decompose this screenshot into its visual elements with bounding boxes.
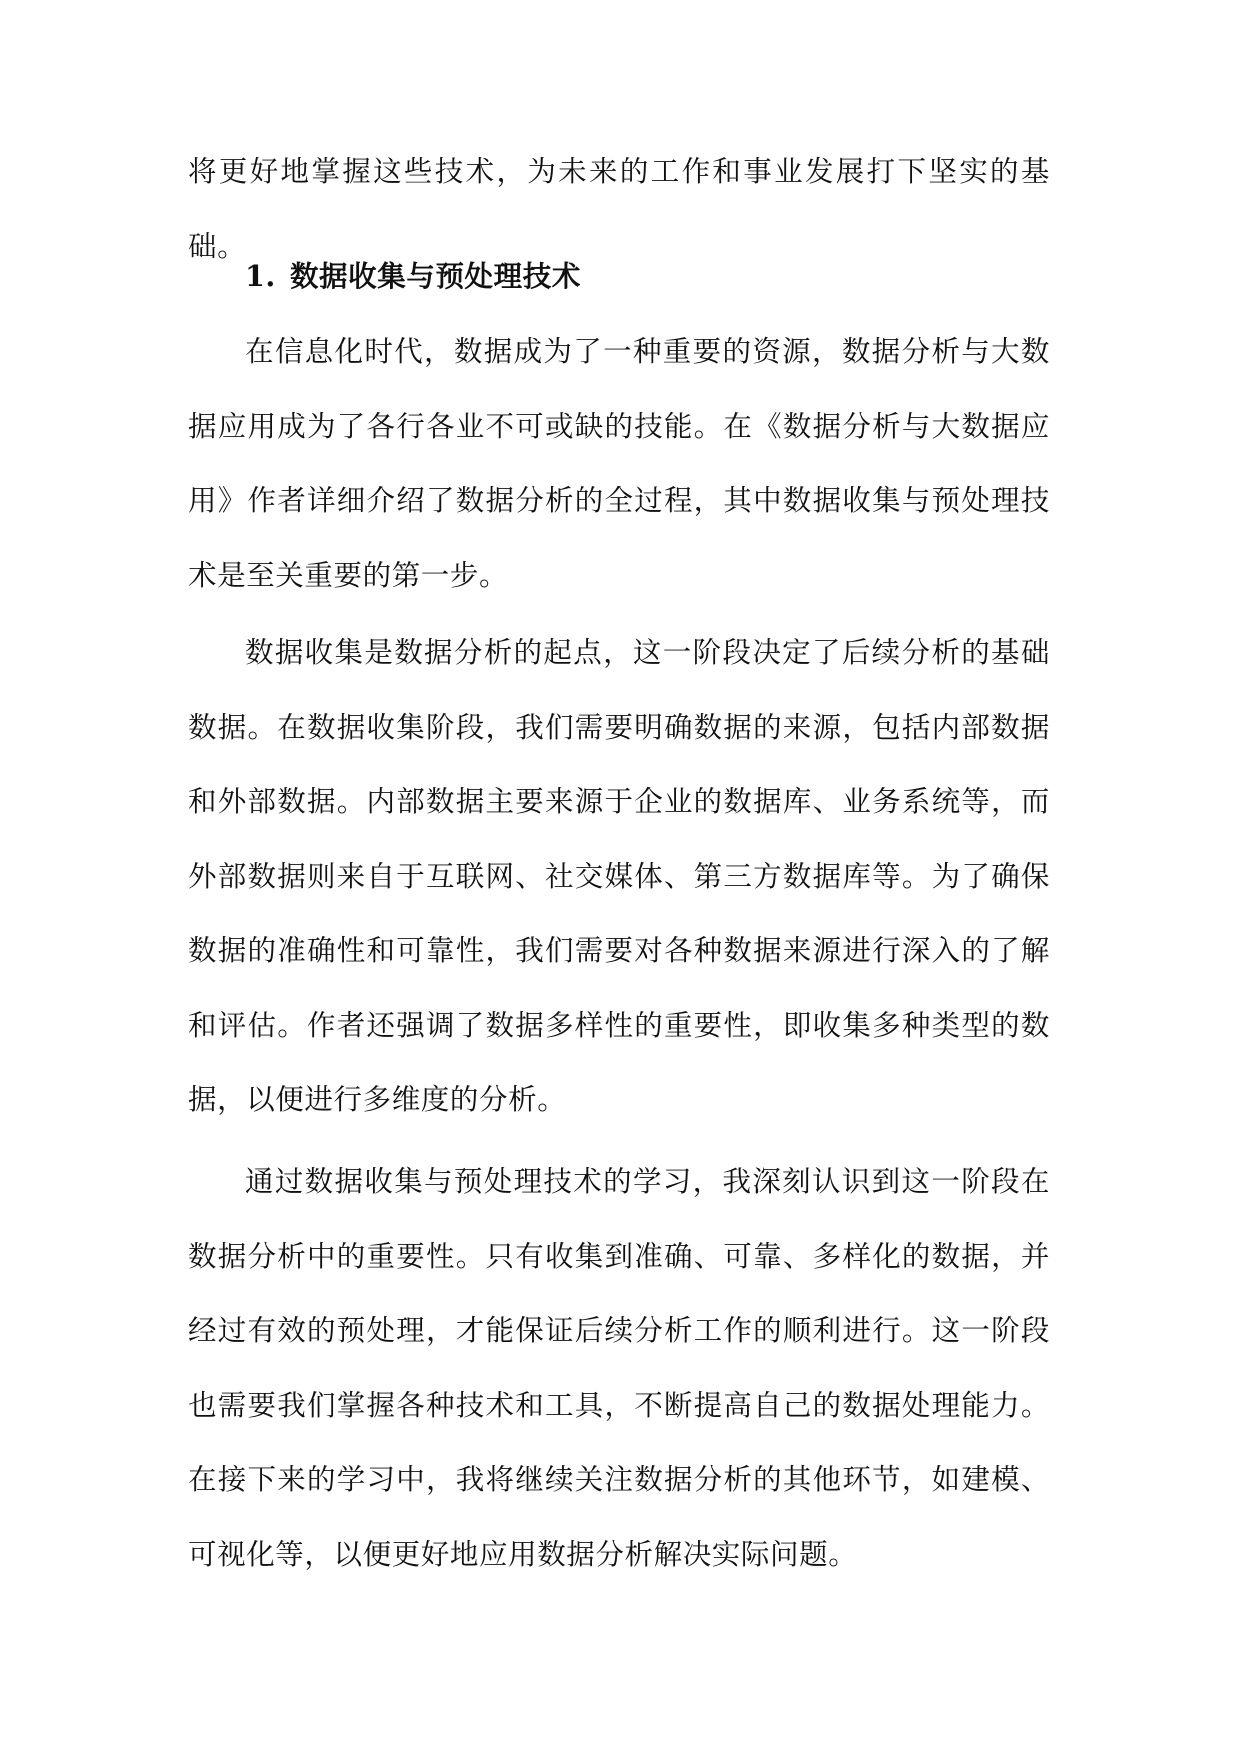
section-number: 1. — [245, 259, 276, 293]
body-paragraph-2: 数据收集是数据分析的起点，这一阶段决定了后续分析的基础数据。在数据收集阶段，我们需要明确数据的来源，包括内部数据和外部数据。内部数据主要来源于企业的数据库、业务系统等，而外部数据则来自于互联网、社交媒体、第三方数据库等。为了确保数据的准确性和可靠性，我们需要对各种数据来源进行深入的了解和评估。作者还强调了数据多样性的重要性，即收集多种类型的数据，以便进行多维度的分析。 — [188, 636, 1050, 1116]
body-paragraph-3: 通过数据收集与预处理技术的学习，我深刻认识到这一阶段在数据分析中的重要性。只有收集到准确、可靠、多样化的数据，并经过有效的预处理，才能保证后续分析工作的顺利进行。这一阶段也需要我们掌握各种技术和工具，不断提高自己的数据处理能力。在接下来的学习中，我将继续关注数据分析的其他环节，如建模、可视化等，以便更好地应用数据分析解决实际问题。 — [188, 1165, 1050, 1571]
section-title: 数据收集与预处理技术 — [289, 259, 581, 293]
continuation-paragraph: 将更好地掌握这些技术，为未来的工作和事业发展打下坚实的基础。 — [188, 155, 1050, 263]
section-heading — [245, 239, 581, 314]
body-paragraph-1: 在信息化时代，数据成为了一种重要的资源，数据分析与大数据应用成为了各行各业不可或缺的技能。在《数据分析与大数据应用》作者详细介绍了数据分析的全过程，其中数据收集与预处理技术是至关重要的第一步。 — [188, 335, 1050, 592]
